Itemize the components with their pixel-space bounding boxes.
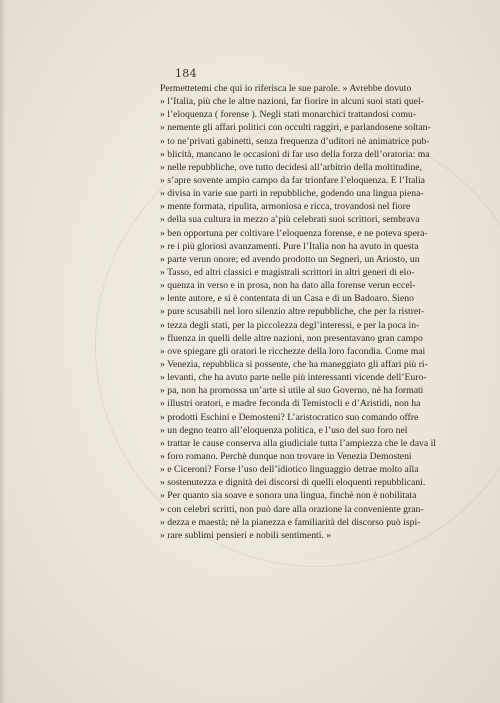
- page-gutter-shadow: [0, 0, 6, 703]
- text-line: » con celebri scritti, non può dare alla orazione la conveniente gran-: [160, 503, 424, 515]
- text-line: Permettetemi che qui io riferisca le sue parole. » Avrebbe dovuto: [160, 83, 412, 94]
- text-line: » illustri oratori, e madre feconda di Temistocli e d’Aristidi, non ha: [160, 398, 421, 410]
- text-line: » un degno teatro all’eloquenza politica, e l’uso del suo foro nel: [160, 424, 408, 436]
- text-line: » lente autore, e si è contentata di un Casa e di un Badoaro. Sieno: [160, 293, 414, 305]
- text-line: » foro romano. Perchè dunque non trovare in Venezia Demosteni: [160, 450, 412, 462]
- text-line: » blicità, mancano le occasioni di far uso della forza dell’oratoria: ma: [160, 148, 430, 160]
- text-line: » prodotti Eschini e Demosteni? L’aristocratico suo comando offre: [160, 411, 419, 423]
- text-line: » quenza in verso e in prosa, non ha dato alla forense verun eccel-: [160, 280, 416, 292]
- text-line: » trattar le cause conserva alla giudiciale tutta l’ampiezza che le dava il: [160, 437, 436, 449]
- text-line: » della sua cultura in mezzo a’più celebrati suoi scrittori, sembrava: [160, 214, 420, 226]
- body-text: [160, 82, 440, 542]
- text-line: » ben opportuna per coltivare l’eloquenza forense, e ne poteva spera-: [160, 227, 428, 239]
- text-line: » nemente gli affari politici con occulti raggiri, e parlandosene soltan-: [160, 122, 431, 134]
- page-number: 184: [175, 67, 197, 80]
- text-line: » Per quanto sia soave e sonora una lingua, finchè non è nobilitata: [160, 490, 417, 502]
- text-line: » dezza e maestà; nè la pianezza e familiarità del discorso può ispi-: [160, 516, 421, 528]
- text-line: » l’Italia, più che le altre nazioni, far fiorire in alcuni suoi stati quel-: [160, 96, 424, 108]
- text-line: » levanti, che ha avuto parte nelle più interessanti vicende dell’Euro-: [160, 372, 427, 384]
- text-line: » pa, non ha promossa un’arte sì utile al suo Governo, nè ha formati: [160, 385, 424, 397]
- text-line: » fluenza in quelli delle altre nazioni, non presentavano gran campo: [160, 332, 423, 344]
- text-line: » rare sublimi pensieri e nobili sentimenti. »: [160, 529, 332, 541]
- text-line: » mente formata, ripulita, armoniosa e ricca, trovandosi nel fiore: [160, 201, 411, 213]
- text-line: » pure scusabili nel loro silenzio altre repubbliche, che per la ristret-: [160, 306, 425, 318]
- text-line: » tezza degli stati, per la piccolezza degl’interessi, e per la poca in-: [160, 319, 420, 331]
- text-line: » ove spiegare gli oratori le ricchezze della loro facondia. Come mai: [160, 345, 426, 357]
- text-line: » nelle repubbliche, ove tutto decidesi all’arbitrio della moltitudine,: [160, 161, 423, 173]
- text-line: » parte verun onore; ed avendo prodotto un Segneri, un Ariosto, un: [160, 253, 420, 265]
- text-line: » l’eloquenza ( forense ). Negli stati monarchici trattandosi comu-: [160, 109, 417, 121]
- text-line: » re i più gloriosi avanzamenti. Pure l’Italia non ha avuto in questa: [160, 240, 419, 252]
- text-line: » e Ciceroni? Forse l’uso dell’idiotico linguaggio detrae molto alla: [160, 464, 419, 476]
- text-line: » to ne’privati gabinetti, senza frequenza d’uditori nè animatrice pub-: [160, 135, 430, 147]
- text-line: » Tasso, ed altri classici e magistrali scrittori in altri generi di elo-: [160, 266, 415, 278]
- text-line: » s’apre sovente ampio campo da far trionfare l’eloquenza. E l’Italia: [160, 174, 425, 186]
- text-line: » sostenutezza e dignità dei discorsi di quelli eloquenti repubblicani.: [160, 477, 426, 489]
- text-line: » Venezia, repubblica sì possente, che ha maneggiato gli affari più ri-: [160, 358, 428, 370]
- text-line: » divisa in varie sue parti in repubbliche, godendo una lingua piena-: [160, 188, 424, 200]
